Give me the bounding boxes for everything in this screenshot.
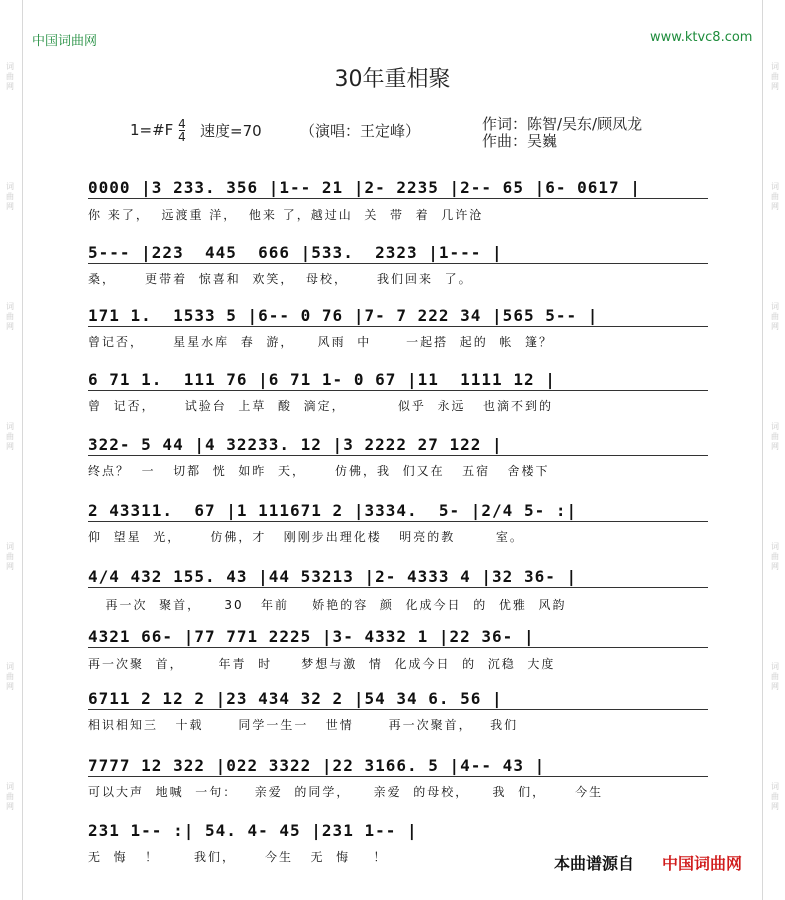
side-watermark: 词曲网 [771,182,779,211]
score-row-lyric: 曾记否， 星星水库 春 游， 风雨 中 一起搭 起的 帐 篷？ [88,335,553,349]
score-row-lyric: 桑， 更带着 惊喜和 欢笑， 母校， 我们回来 了。 [88,272,473,286]
tempo-marking: 速度=70 [200,122,262,140]
score-row-notes: 6 71 1. 111 76 |6 71 1- 0 67 |11 1111 12 | [88,370,556,389]
underline-beam [88,455,708,456]
underline-beam [88,587,708,588]
side-watermark: 词曲网 [6,542,14,571]
underline-beam [88,326,708,327]
header-site-left[interactable]: 中国词曲网 [32,34,98,49]
score-row-notes: 171 1. 1533 5 |6-- 0 76 |7- 7 222 34 |565 5-- | [88,306,599,325]
left-border [22,0,23,900]
score-row-notes: 4321 66- |77 771 2225 |3- 4332 1 |22 36- | [88,627,535,646]
meta-key-signature [130,118,186,143]
singer-credit: （演唱：王定峰） [300,122,421,140]
score-row-lyric: 相识相知三 十载 同学一生一 世情 再一次聚首， 我们 [88,718,519,732]
underline-beam [88,709,708,710]
score-row-lyric: 再一次 聚首， 30 年前 娇艳的容 颜 化成今日 的 优雅 风韵 [88,598,567,612]
time-signature [178,118,186,143]
side-watermark: 词曲网 [6,782,14,811]
side-watermark: 词曲网 [771,782,779,811]
side-watermark: 词曲网 [6,182,14,211]
underline-beam [88,776,708,777]
side-watermark: 词曲网 [771,302,779,331]
score-row-lyric: 曾 记否， 试验台 上草 酸 滴定， 似乎 永远 也滴不到的 [88,399,553,413]
score-row-lyric: 终点？ 一 切都 恍 如昨 天， 仿佛，我 们又在 五宿 舍楼下 [88,464,550,478]
composer-credit: 作曲：吴巍 [482,132,558,150]
side-watermark: 词曲网 [6,62,14,91]
side-watermark: 词曲网 [6,662,14,691]
footer-source-label: 本曲谱源自 [554,854,635,873]
score-row-notes: 5--- |223 445 666 |533. 2323 |1--- | [88,243,503,262]
side-watermark: 词曲网 [771,662,779,691]
score-row-lyric: 无 悔 ！ 我们， 今生 无 悔 ！ [88,850,388,864]
side-watermark: 词曲网 [6,422,14,451]
side-watermark: 词曲网 [6,302,14,331]
score-row-notes: 0000 |3 233. 356 |1-- 21 |2- 2235 |2-- 65 |6- 0617 | [88,178,641,197]
underline-beam [88,263,708,264]
header-site-right[interactable]: www.ktvc8.com [650,30,753,45]
underline-beam [88,647,708,648]
lyricist-credit: 作词：陈智/吴东/顾凤龙 [482,115,643,133]
side-watermark: 词曲网 [771,542,779,571]
time-signature-top: 4 [178,117,186,131]
time-signature-bottom: 4 [178,130,186,144]
score-row-notes: 6711 2 12 2 |23 434 32 2 |54 34 6. 56 | [88,689,503,708]
key-signature: 1=#F [130,121,174,139]
footer-source-brand[interactable]: 中国词曲网 [662,854,743,873]
score-row-notes: 322- 5 44 |4 32233. 12 |3 2222 27 122 | [88,435,503,454]
score-row-notes: 7777 12 322 |022 3322 |22 3166. 5 |4-- 43 | [88,756,546,775]
score-row-notes: 4/4 432 155. 43 |44 53213 |2- 4333 4 |32 36- | [88,567,578,586]
score-row-notes: 231 1-- :| 54. 4- 45 |231 1-- | [88,821,418,840]
song-title: 30年重相聚 [334,67,451,92]
underline-beam [88,198,708,199]
score-row-lyric: 再一次聚 首， 年青 时 梦想与激 情 化成今日 的 沉稳 大度 [88,657,556,671]
side-watermark: 词曲网 [771,422,779,451]
score-row-lyric: 可以大声 地喊 一句： 亲爱 的同学， 亲爱 的母校， 我 们， 今生 [88,785,604,799]
right-border [762,0,763,900]
side-watermark: 词曲网 [771,62,779,91]
underline-beam [88,521,708,522]
underline-beam [88,390,708,391]
score-row-notes: 2 43311. 67 |1 111671 2 |3334. 5- |2/4 5- :| [88,501,578,520]
score-row-lyric: 你 来了， 远渡重 洋， 他来 了，越过山 关 带 着 几许沧 [88,208,484,222]
score-row-lyric: 仰 望星 光， 仿佛，才 刚刚步出理化楼 明亮的教 室。 [88,530,524,544]
